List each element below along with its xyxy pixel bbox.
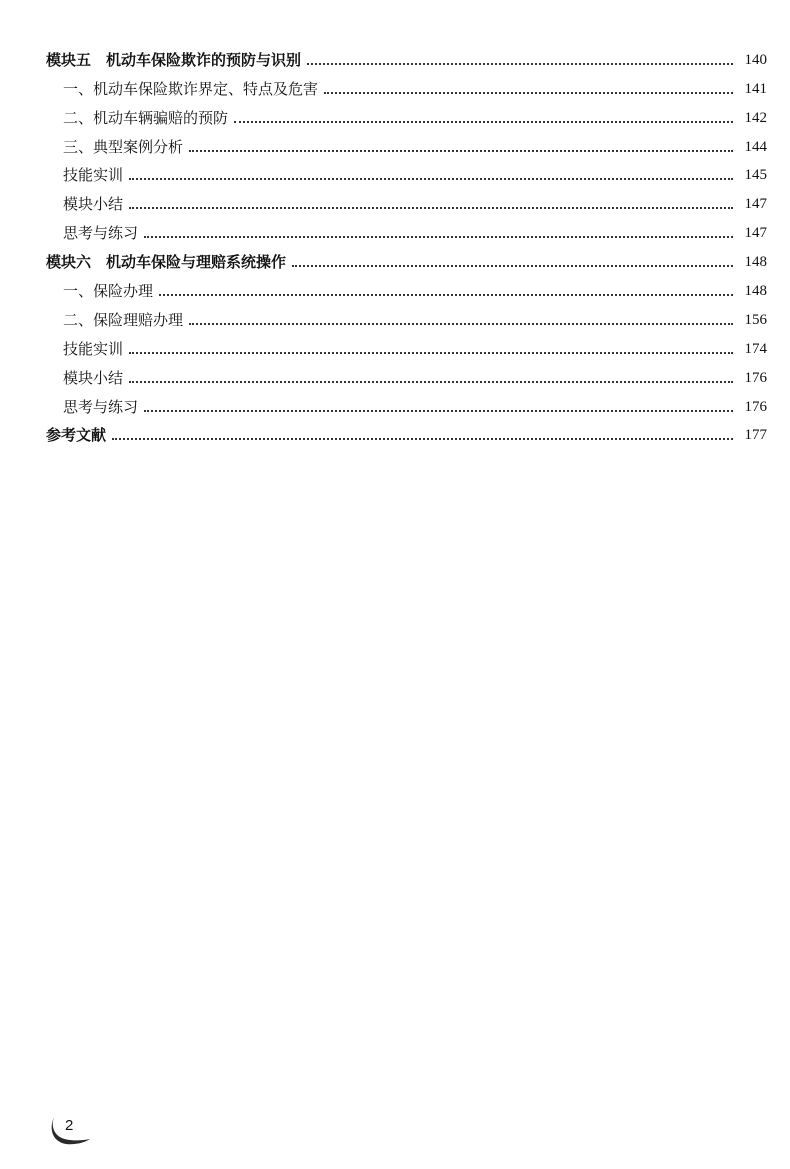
toc-entry-title: 二、保险理赔办理: [63, 310, 184, 329]
table-of-contents: [46, 41, 767, 445]
toc-entry-page: 156: [744, 311, 767, 328]
toc-entry-page: 174: [744, 340, 767, 357]
toc-leader-dots: [234, 121, 733, 123]
toc-entry-title: 二、机动车辆骗赔的预防: [63, 108, 229, 127]
toc-entry-page: 141: [744, 80, 767, 97]
toc-leader-dots: [159, 294, 733, 296]
toc-entry[interactable]: [46, 70, 767, 99]
toc-leader-dots: [144, 236, 733, 238]
toc-entry[interactable]: [46, 272, 767, 301]
toc-leader-dots: [129, 381, 733, 383]
toc-entry-page: 147: [744, 196, 767, 213]
toc-leader-dots: [129, 178, 733, 180]
toc-leader-dots: [324, 92, 733, 94]
toc-entry-page: 148: [744, 254, 767, 271]
toc-entry[interactable]: [46, 128, 767, 157]
toc-entry-title: 模块五 机动车保险欺诈的预防与识别: [46, 50, 302, 69]
toc-entry-page: 176: [744, 398, 767, 415]
toc-leader-dots: [189, 150, 733, 152]
toc-entry[interactable]: [46, 243, 767, 272]
toc-entry-page: 140: [744, 51, 767, 68]
toc-entry-title: 模块小结: [63, 195, 124, 214]
toc-entry[interactable]: [46, 99, 767, 128]
toc-entry[interactable]: [46, 417, 767, 446]
toc-entry-title: 技能实训: [63, 166, 124, 185]
toc-entry[interactable]: [46, 41, 767, 70]
toc-entry-title: 技能实训: [63, 339, 124, 358]
page-footer: [48, 1115, 92, 1147]
toc-entry-page: 144: [744, 138, 767, 155]
toc-leader-dots: [144, 410, 733, 412]
toc-entry-title: 一、保险办理: [63, 282, 154, 301]
toc-leader-dots: [292, 265, 733, 267]
toc-entry[interactable]: [46, 359, 767, 388]
toc-entry-page: 142: [744, 109, 767, 126]
toc-entry-title: 模块小结: [63, 368, 124, 387]
toc-entry-title: 三、典型案例分析: [63, 137, 184, 156]
toc-entry-title: 思考与练习: [63, 224, 139, 243]
toc-entry-page: 147: [744, 225, 767, 242]
toc-entry-title: 思考与练习: [63, 397, 139, 416]
toc-entry-page: 148: [744, 283, 767, 300]
toc-entry[interactable]: [46, 301, 767, 330]
toc-leader-dots: [129, 207, 733, 209]
toc-leader-dots: [307, 63, 733, 65]
toc-entry[interactable]: [46, 330, 767, 359]
toc-entry-title: 一、机动车保险欺诈界定、特点及危害: [63, 79, 319, 98]
toc-leader-dots: [112, 438, 733, 440]
toc-entry-page: 176: [744, 369, 767, 386]
toc-leader-dots: [189, 323, 733, 325]
toc-entry-title: 模块六 机动车保险与理赔系统操作: [46, 253, 287, 272]
toc-leader-dots: [129, 352, 733, 354]
toc-entry[interactable]: [46, 185, 767, 214]
toc-entry-title: 参考文献: [46, 426, 107, 445]
toc-entry[interactable]: [46, 157, 767, 186]
page-number: 2: [65, 1117, 74, 1134]
toc-entry-page: 145: [744, 167, 767, 184]
toc-entry[interactable]: [46, 214, 767, 243]
toc-entry-page: 177: [744, 427, 767, 444]
toc-entry[interactable]: [46, 388, 767, 417]
